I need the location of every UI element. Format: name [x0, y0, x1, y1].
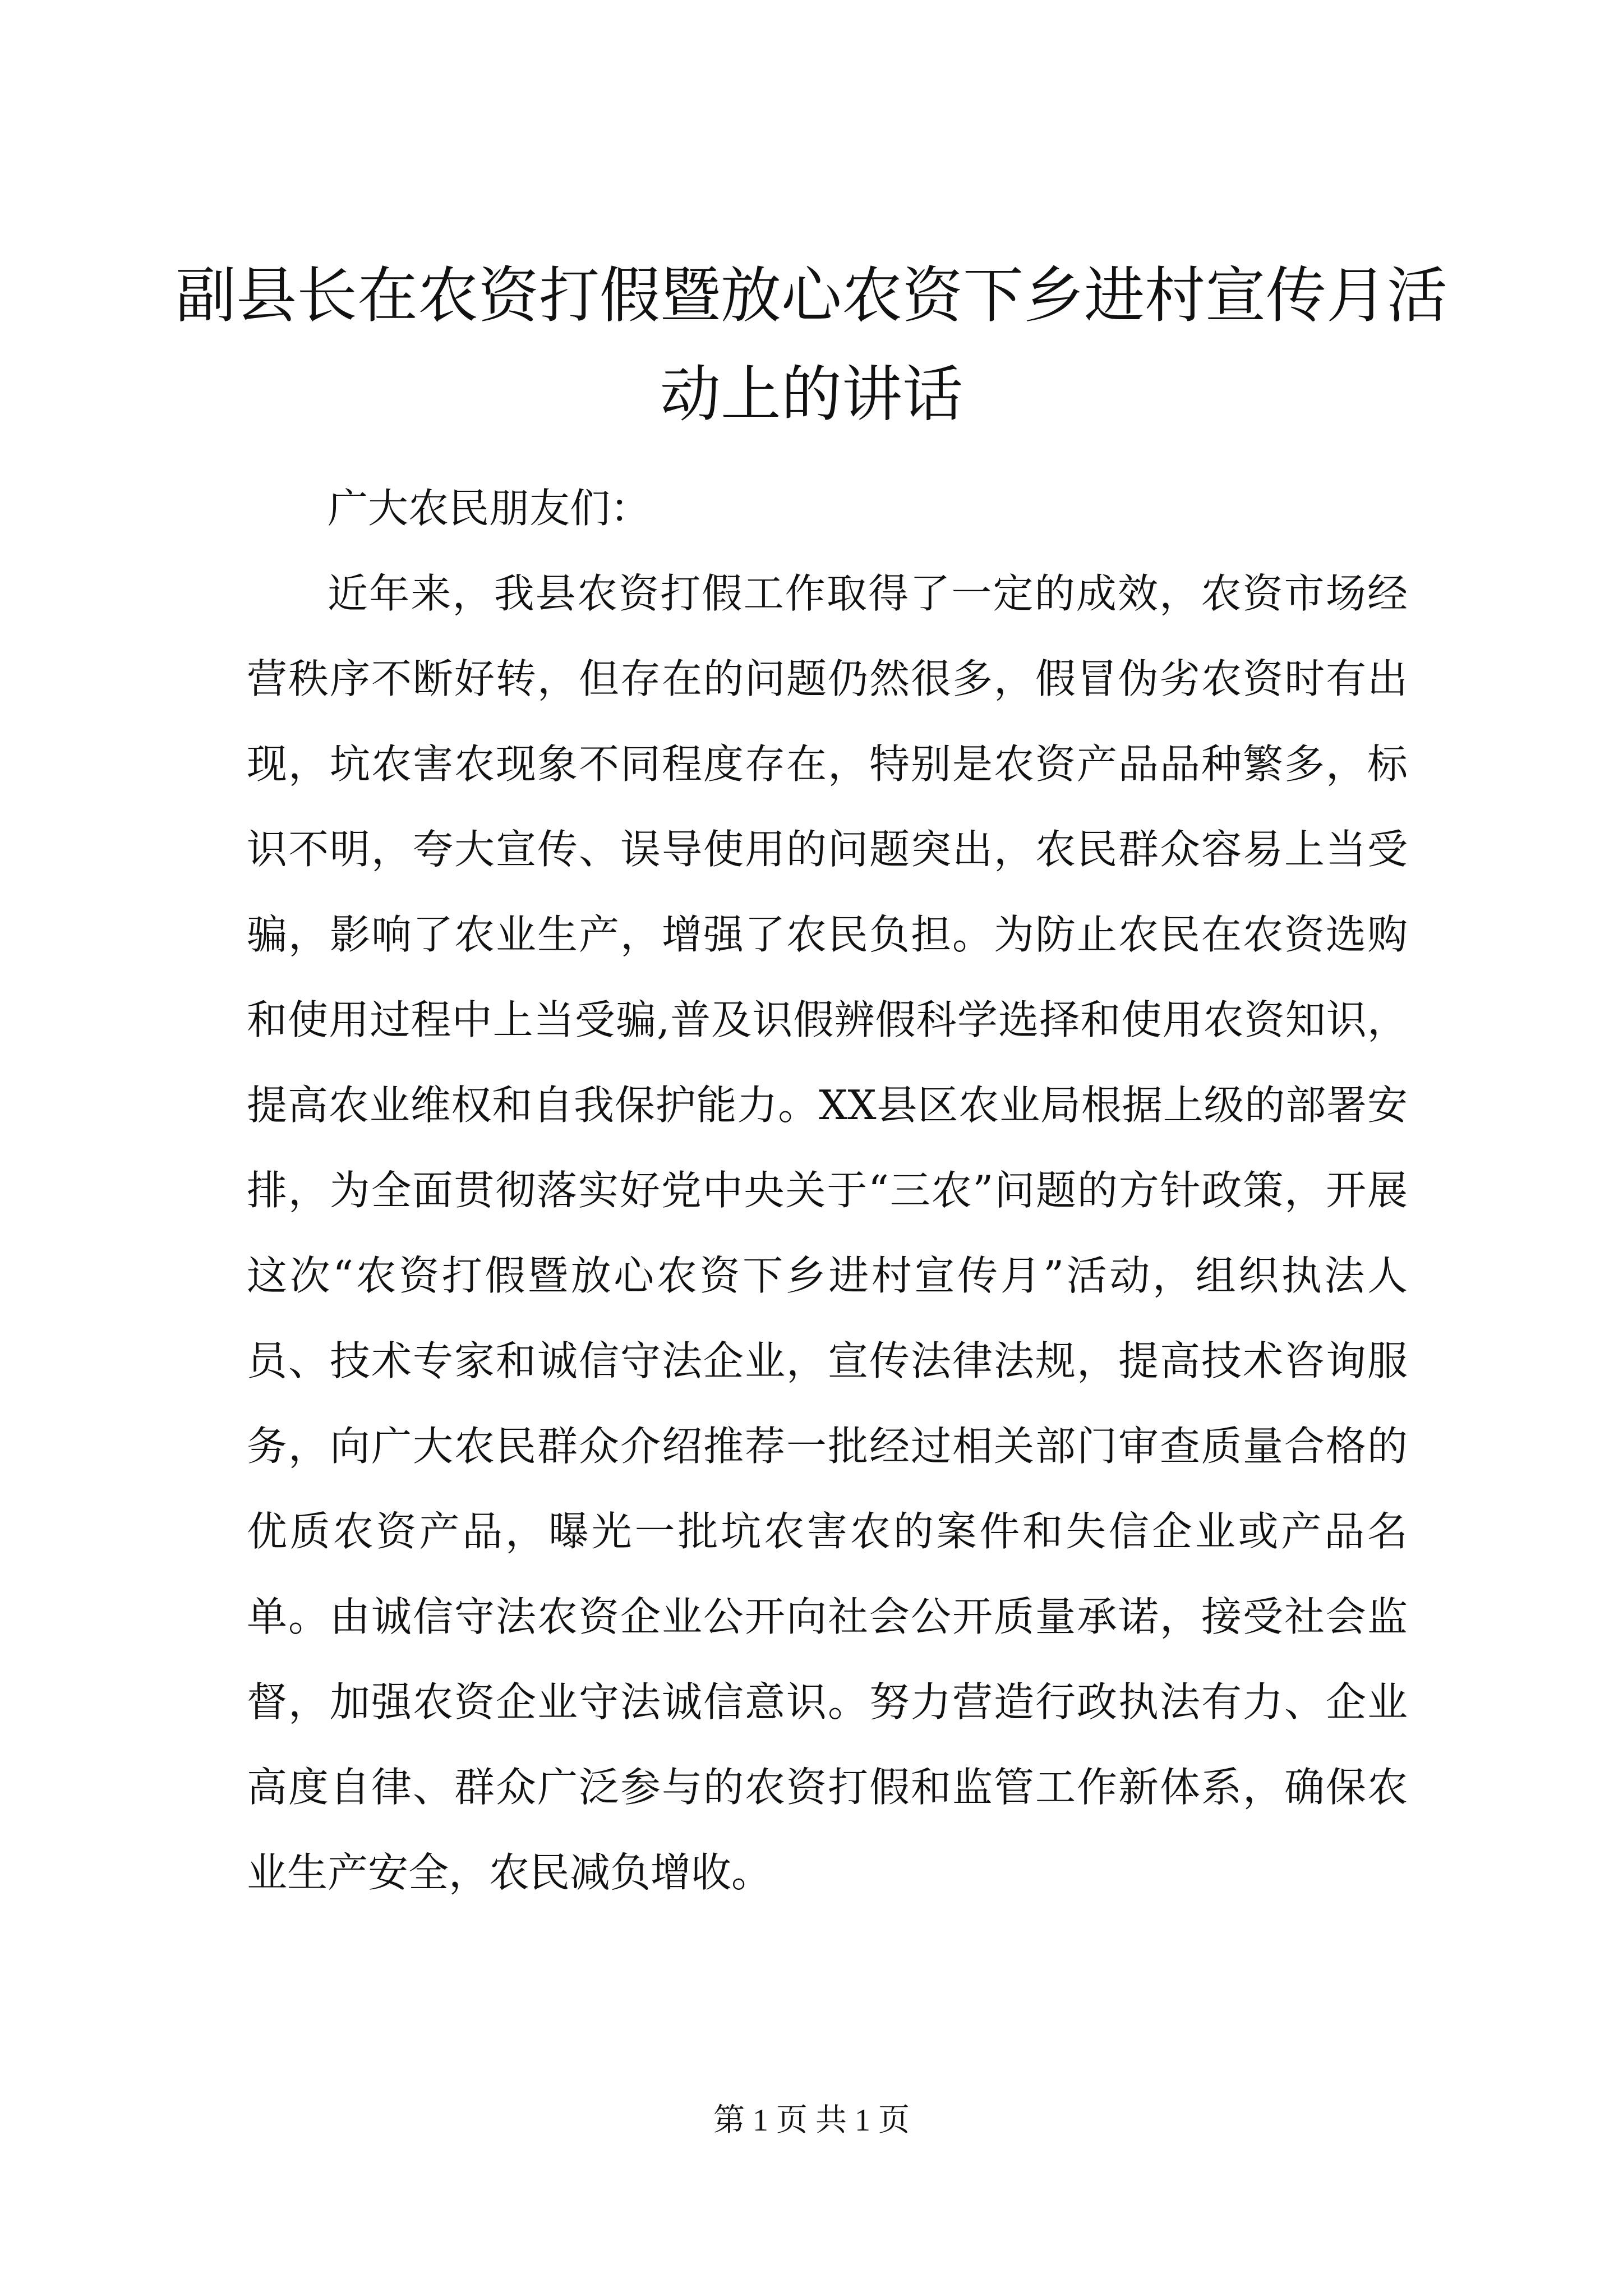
document-title: 副县长在农资打假暨放心农资下乡进村宣传月活动上的讲话: [175, 261, 1447, 430]
page-footer: 第 1 页 共 1 页: [713, 2103, 910, 2138]
salutation: 广大农民朋友们：: [328, 485, 651, 532]
body-paragraph: 近年来，我县农资打假工作取得了一定的成效，农资市场经营秩序不断好转，但存在的问题仍然很多，假冒伪劣农资时有出现，坑农害农现象不同程度存在，特别是农资产品品种繁多，标识不明，夸大宣传、误导使用的问题突出，农民群众容易上当受骗，影响了农业生产，增强了农民负担。为防止农民在农资选购和使用过程中上当受骗,普及识假辨假科学选择和使用农资知识，提高农业维权和自我保护能力。XX县区农业局根据上级的部署安排，为全面贯彻落实好党中央关于“三农”问题的方针政策，开展这次“农资打假暨放心农资下乡进村宣传月”活动，组织执法人员、技术专家和诚信守法企业，宣传法律法规，提高技术咨询服务，向广大农民群众介绍推荐一批经过相关部门审查质量合格的优质农资产品，曝光一批坑农害农的案件和失信企业或产品名单。由诚信守法农资企业公开向社会公开质量承诺，接受社会监督，加强农资企业守法诚信意识。努力营造行政执法有力、企业高度自律、群众广泛参与的农资打假和监管工作新体系，确保农业生产安全，农民减负增收。: [247, 570, 1408, 1896]
document-body: [247, 466, 1408, 1915]
